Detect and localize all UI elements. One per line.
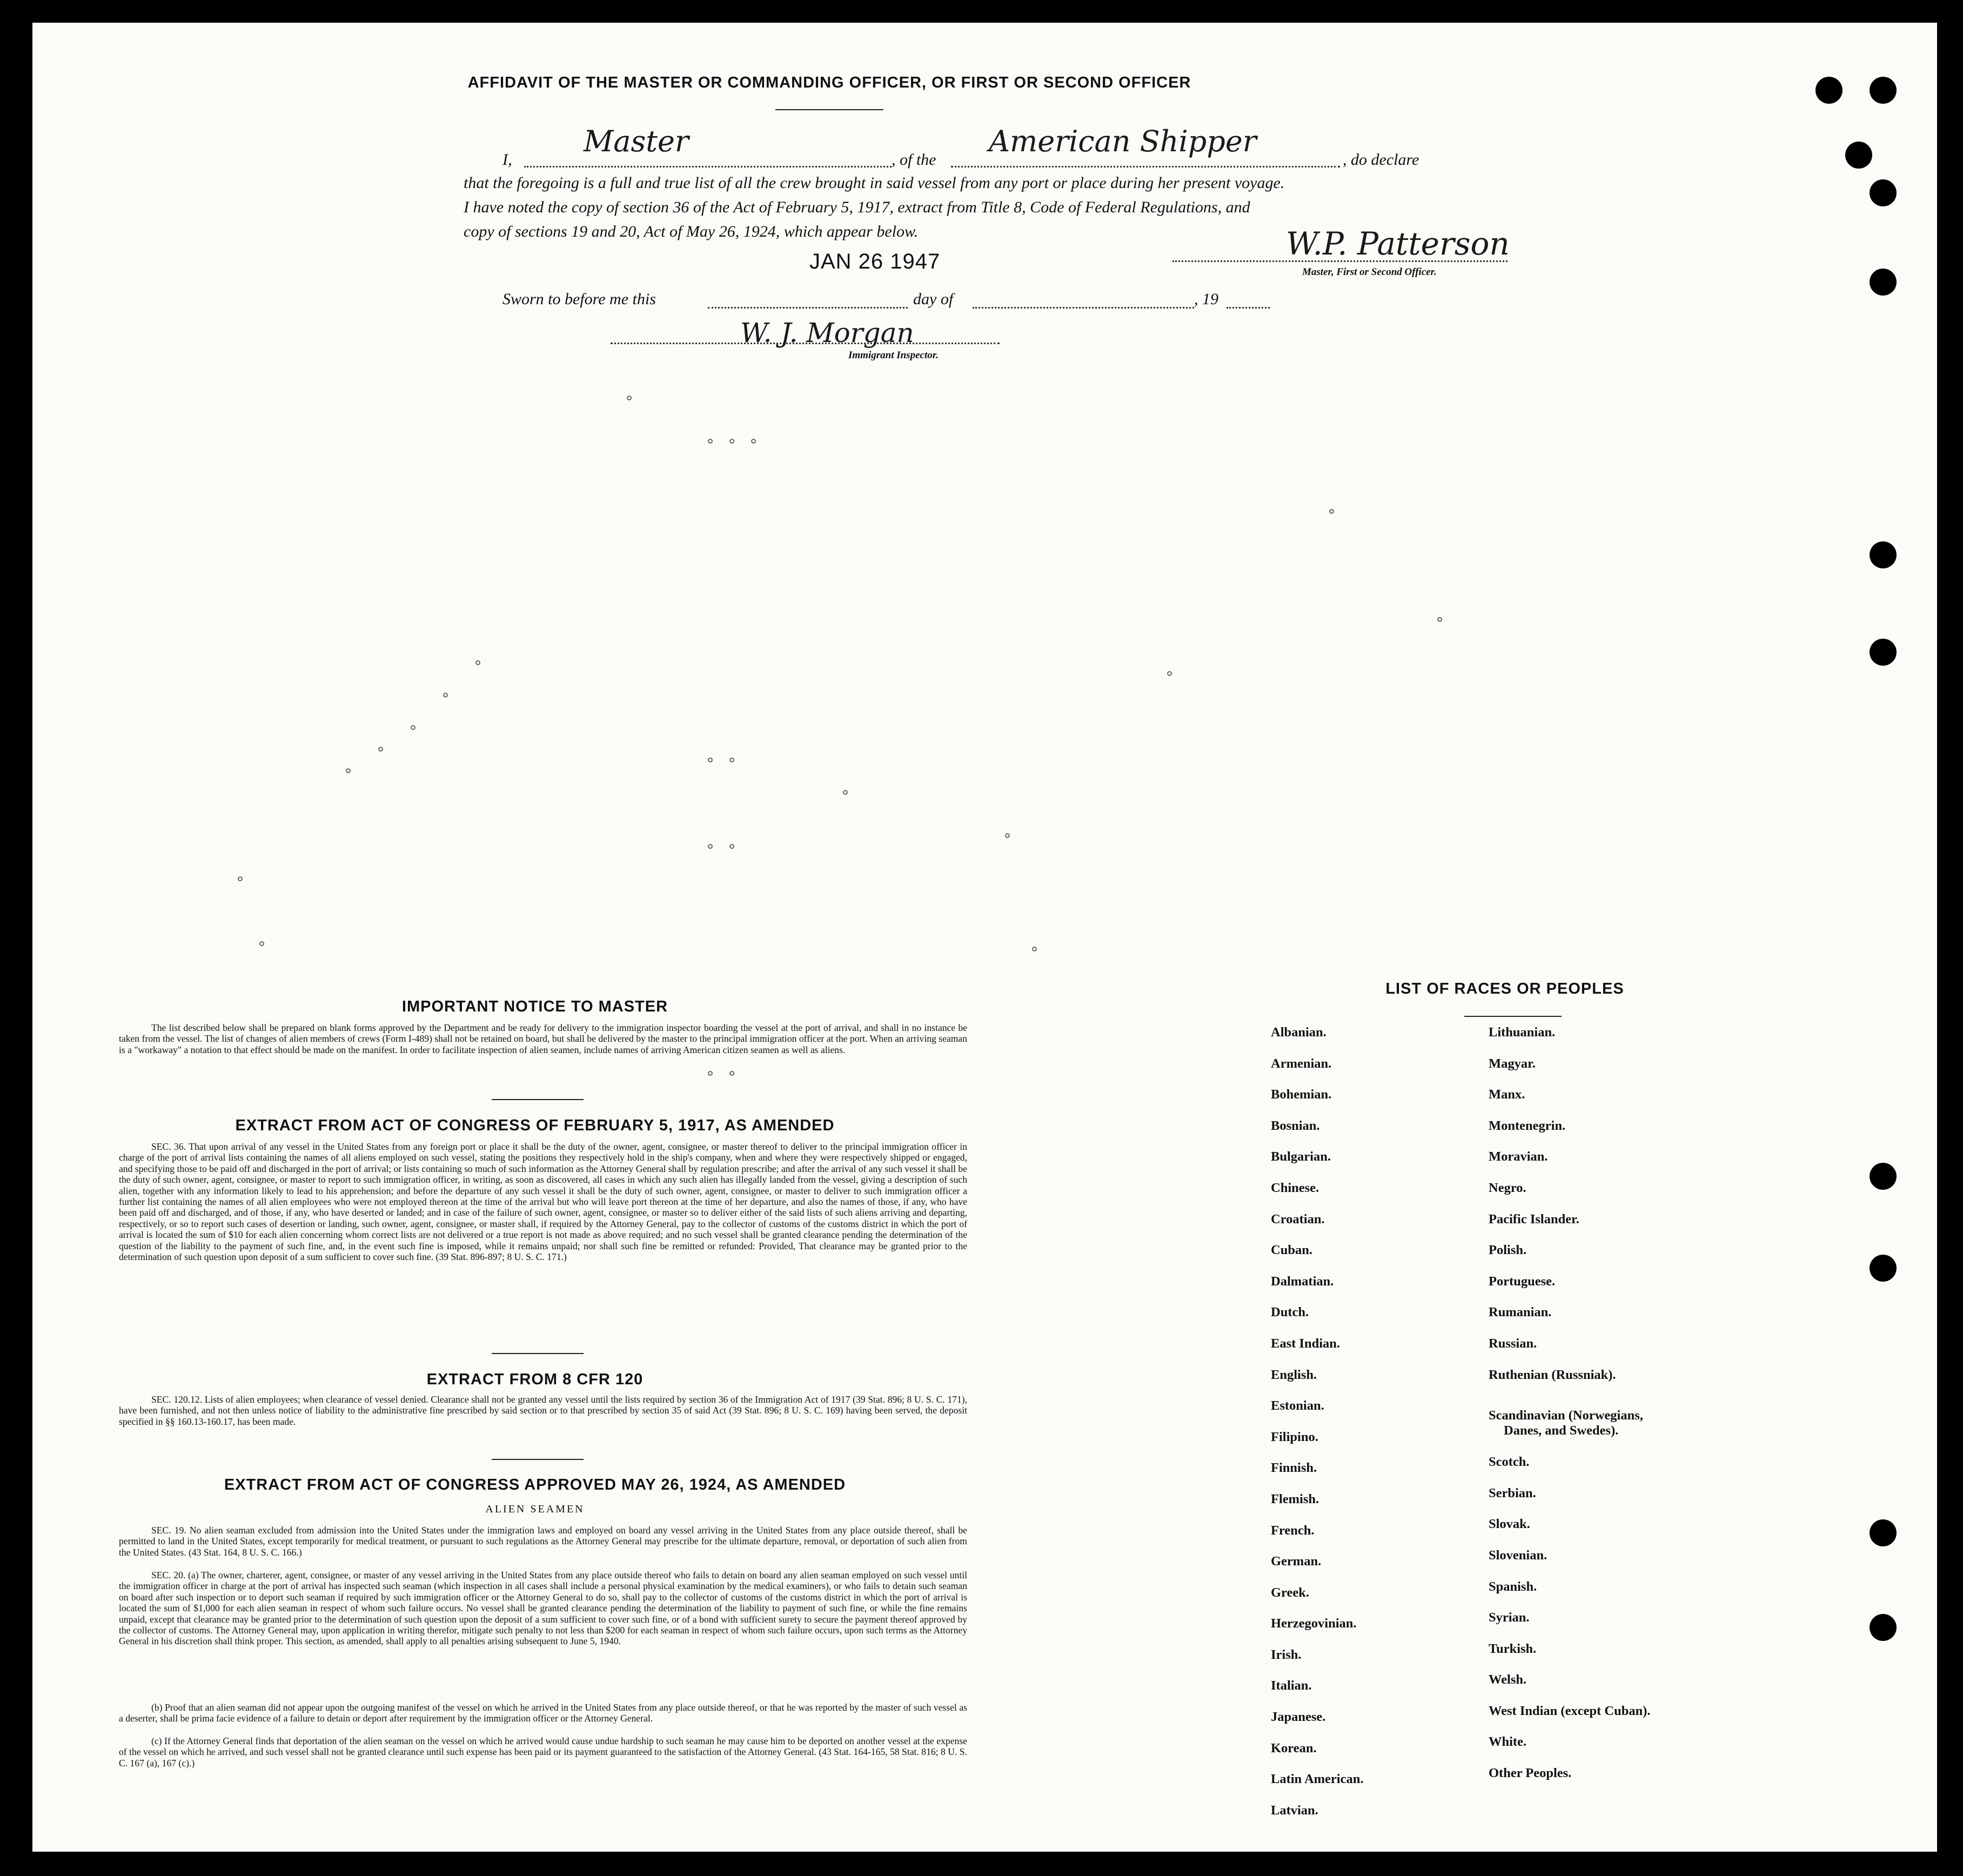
day-of-label: day of bbox=[913, 290, 954, 308]
declarant-handwriting: Master bbox=[584, 124, 689, 158]
document-page bbox=[32, 23, 1937, 1852]
race-item: Latin American. bbox=[1271, 1772, 1364, 1787]
race-item: Manx. bbox=[1489, 1087, 1525, 1102]
race-item: French. bbox=[1271, 1523, 1315, 1538]
affidavit-title: AFFIDAVIT OF THE MASTER OR COMMANDING OFFICER, OR FIRST OR SECOND OFFICER bbox=[467, 74, 1191, 91]
punch-hole bbox=[1870, 1163, 1897, 1190]
race-item: White. bbox=[1489, 1734, 1527, 1750]
race-item: Montenegrin. bbox=[1489, 1118, 1566, 1133]
race-item: English. bbox=[1271, 1367, 1317, 1382]
title-rule bbox=[775, 109, 883, 110]
extract-1924-title: EXTRACT FROM ACT OF CONGRESS APPROVED MAY 26, 1924, AS AMENDED bbox=[224, 1476, 846, 1493]
race-item: Cuban. bbox=[1271, 1243, 1312, 1258]
race-item: Herzegovinian. bbox=[1271, 1616, 1357, 1631]
race-item: Rumanian. bbox=[1489, 1305, 1552, 1320]
race-item: Bulgarian. bbox=[1271, 1149, 1331, 1164]
notice-title: IMPORTANT NOTICE TO MASTER bbox=[401, 998, 668, 1015]
noise-speck bbox=[627, 396, 632, 400]
noise-speck bbox=[1437, 617, 1442, 622]
race-item: Other Peoples. bbox=[1489, 1766, 1572, 1781]
punch-hole bbox=[1845, 142, 1872, 169]
extract-1924-sec20b: (b) Proof that an alien seaman did not appear upon the outgoing manifest of the vessel on which he arrived in the United States from any place outside thereof, or that he was reported by the master of such vessel as a deserter, shall be prima facie evidence of a failure to detain or deport after requirement by the immigration officer or the Attorney General. bbox=[119, 1702, 967, 1724]
declaration-line4: copy of sections 19 and 20, Act of May 26, 1924, which appear below. bbox=[464, 223, 919, 240]
race-item: Moravian. bbox=[1489, 1149, 1548, 1164]
of-the-label: , of the bbox=[892, 151, 936, 169]
race-item: Syrian. bbox=[1489, 1610, 1530, 1625]
noise-speck bbox=[708, 758, 713, 762]
race-item: Slovak. bbox=[1489, 1517, 1530, 1532]
extract-cfr-title: EXTRACT FROM 8 CFR 120 bbox=[426, 1371, 644, 1388]
declarant-line bbox=[524, 166, 892, 168]
races-column-1 bbox=[1271, 1017, 1364, 1826]
extract-1917-title: EXTRACT FROM ACT OF CONGRESS OF FEBRUARY 5, 1917, AS AMENDED bbox=[235, 1117, 835, 1134]
extract-cfr-text: SEC. 120.12. Lists of alien employees; when clearance of vessel denied. Clearance shall not be granted any vessel until the lists required by section 36 of the Immigration Act of 1917 (39 Stat. 896; 8 U. S. C. 171), have been furnished, and not then unless notice of liability to the administrative fine prescribed by said section or to that prescribed by section 35 of said Act (39 Stat. 896; 8 U. S. C. 169) having been served, the deposit specified in §§ 160.13-160.17, has been made. bbox=[119, 1394, 967, 1427]
inspector-caption: Immigrant Inspector. bbox=[848, 350, 939, 361]
race-item: West Indian (except Cuban). bbox=[1489, 1703, 1651, 1718]
noise-speck bbox=[1005, 833, 1010, 838]
race-item: Korean. bbox=[1271, 1740, 1317, 1756]
do-declare-label: , do declare bbox=[1343, 151, 1419, 169]
race-item: Turkish. bbox=[1489, 1641, 1537, 1656]
year-prefix-label: , 19 bbox=[1194, 290, 1218, 308]
noise-speck bbox=[1167, 671, 1172, 676]
vessel-line bbox=[951, 166, 1340, 168]
extract-cfr-rule bbox=[492, 1459, 584, 1460]
race-item: Slovenian. bbox=[1489, 1547, 1547, 1563]
master-signature-caption: Master, First or Second Officer. bbox=[1302, 266, 1437, 278]
race-item: Estonian. bbox=[1271, 1398, 1324, 1413]
date-stamp: JAN 26 1947 bbox=[809, 250, 941, 273]
extract-1917-rule bbox=[492, 1353, 584, 1354]
race-item: Croatian. bbox=[1271, 1211, 1325, 1227]
race-item: Scotch. bbox=[1489, 1455, 1530, 1470]
noise-speck bbox=[708, 844, 713, 849]
race-item: Bosnian. bbox=[1271, 1118, 1320, 1133]
race-item: Dalmatian. bbox=[1271, 1274, 1334, 1289]
race-item: Filipino. bbox=[1271, 1429, 1318, 1444]
punch-hole bbox=[1870, 269, 1897, 296]
sworn-month-line bbox=[973, 307, 1194, 309]
race-item: Chinese. bbox=[1271, 1180, 1319, 1195]
race-item: Greek. bbox=[1271, 1585, 1309, 1600]
race-item: Japanese. bbox=[1271, 1710, 1326, 1725]
race-item: Welsh. bbox=[1489, 1672, 1527, 1687]
race-item: Armenian. bbox=[1271, 1056, 1332, 1071]
punch-hole bbox=[1870, 541, 1897, 568]
declaration-line1 bbox=[503, 124, 1572, 169]
extract-1924-sec20a: SEC. 20. (a) The owner, charterer, agent, consignee, or master of any vessel arriving in the United States from any place outside thereof who fails to detain on board any alien seaman employed on such vessel until the immigration officer in charge at the port of arrival has inspected such seaman (which inspection in all cases shall include a personal physical examination by the medical examiners), or who fails to detain such seaman on board after such inspection or to deport such seaman if required by such immigration officer or the Attorney General to do so, shall pay to the collector of customs of the customs district in which the port of arrival is located the sum of $1,000 for each alien seaman in respect of whom such failure occurs. No vessel shall be granted clearance pending the determination of the liability to payment of such fine, or while the fine remains unpaid, except that clearance may be granted prior to the determination of such question upon the deposit of a sum sufficient to cover such fine, or of a bond with sufficient surety to secure the payment thereof approved by the collector of customs. The Attorney General may, upon application in writing therefor, mitigate such penalty to not less than $200 for each seaman in respect of whom such failure occurs, upon such terms as the Attorney General in his discretion shall think proper. This section, as amended, shall apply to all penalties arising subsequent to June 5, 1940. bbox=[119, 1570, 967, 1647]
noise-speck bbox=[708, 439, 713, 444]
race-item: Flemish. bbox=[1271, 1491, 1319, 1506]
noise-speck bbox=[259, 941, 264, 946]
race-item: German. bbox=[1271, 1554, 1322, 1569]
noise-speck bbox=[238, 876, 243, 881]
races-title: LIST OF RACES OR PEOPLES bbox=[1385, 980, 1624, 997]
race-item: Pacific Islander. bbox=[1489, 1211, 1579, 1227]
alien-seamen-subtitle: ALIEN SEAMEN bbox=[485, 1503, 585, 1515]
race-item: Finnish. bbox=[1271, 1460, 1317, 1476]
race-item: Bohemian. bbox=[1271, 1087, 1332, 1102]
race-item: Dutch. bbox=[1271, 1305, 1309, 1320]
sworn-year-line bbox=[1227, 307, 1270, 309]
extract-1924-sec19: SEC. 19. No alien seaman excluded from admission into the United States under the immigration laws and employed on board any vessel arriving in the United States from any place outside thereof, shall be permitted to land in the United States, except temporarily for medical treatment, or pursuant to such regulations as the Attorney General may prescribe for the ultimate departure, removal, or deportation of such alien from the United States. (43 Stat. 164, 8 U. S. C. 166.) bbox=[119, 1525, 967, 1558]
race-item: Spanish. bbox=[1489, 1579, 1537, 1594]
race-item: Polish. bbox=[1489, 1243, 1527, 1258]
noise-speck bbox=[729, 844, 734, 849]
race-item: Latvian. bbox=[1271, 1803, 1318, 1818]
noise-speck bbox=[411, 725, 416, 730]
race-item: Italian. bbox=[1271, 1678, 1312, 1693]
sworn-line bbox=[503, 287, 1313, 320]
notice-rule bbox=[492, 1099, 584, 1100]
declaration-line3: I have noted the copy of section 36 of the Act of February 5, 1917, extract from Title 8, Code of Federal Regulations, and bbox=[464, 198, 1250, 216]
race-item: Portuguese. bbox=[1489, 1274, 1556, 1289]
inspector-signature: W. J. Morgan bbox=[740, 317, 914, 349]
noise-speck bbox=[475, 660, 480, 665]
noise-speck bbox=[443, 693, 448, 698]
declaration-line2: that the foregoing is a full and true list of all the crew brought in said vessel from any port or place during her present voyage. bbox=[464, 174, 1285, 192]
race-item: Negro. bbox=[1489, 1180, 1526, 1195]
race-item: Scandinavian (Norwegians, bbox=[1489, 1408, 1643, 1423]
punch-hole bbox=[1870, 639, 1897, 666]
race-item: Magyar. bbox=[1489, 1056, 1536, 1071]
sworn-label: Sworn to before me this bbox=[503, 290, 656, 308]
noise-speck bbox=[729, 758, 734, 762]
extract-1917-text: SEC. 36. That upon arrival of any vessel in the United States from any foreign port or place it shall be the duty of the owner, agent, consignee, or master thereof to deliver to the principal immigration officer in charge of the port of arrival lists containing the names of all aliens employed on such vessel, stating the positions they respectively hold in the ship's company, when and where they were respectively shipped or engaged, and specifying those to be paid off and discharged in the port of arrival; or lists containing so much of such information as the Attorney General shall by regulation prescribe; and after the arrival of any such vessel it shall be the duty of such owner, agent, consignee, or master to report to such immigration officer, in writing, as soon as discovered, all cases in which any such alien has illegally landed from the vessel, giving a description of such alien, together with any information likely to lead to his apprehension; and before the departure of any such vessel it shall be the duty of such owner, agent, consignee, or master to deliver to such immigration officer a further list containing the names of all alien employees who were not employed thereon at the time of the arrival but who will leave port thereon at the time of her departure, and also the names of those, if any, who have been paid off and discharged, and of those, if any, who have deserted or landed; and in case of the failure of such owner, agent, consignee, or master so to deliver either of the said lists of such aliens arriving and departing, respectively, or so to report such cases of desertion or landing, such owner, agent, consignee, or master shall, if required by the Attorney General, pay to the collector of customs of the customs district in which the port of arrival is located the sum of $10 for each alien concerning whom correct lists are not delivered or a true report is not made as above required; and no such vessel shall be granted clearance pending the determination of the question of the liability to the payment of such fine, and, in the event such fine is imposed, while it remains unpaid; nor shall such fine be remitted or refunded: Provided, That clearance may be granted prior to the determination of such question upon deposit of a sum sufficient to cover such fine. (39 Stat. 896-897; 8 U. S. C. 171.) bbox=[119, 1141, 967, 1263]
race-item: Ruthenian (Russniak). bbox=[1489, 1367, 1616, 1382]
notice-text: The list described below shall be prepared on blank forms approved by the Department and be ready for delivery to the immigration inspector boarding the vessel at the port of arrival, and shall in no instance be taken from the vessel. The list of changes of alien members of crews (Form I-489) shall not be retained on board, but shall be delivered by the master to the principal immigration officer at the port. When an arriving seaman is a "workaway" a notation to that effect should be made on the manifest. In order to facilitate inspection of alien seamen, include names of arriving American citizen seamen as well as aliens. bbox=[119, 1022, 967, 1055]
noise-speck bbox=[751, 439, 756, 444]
punch-hole bbox=[1870, 179, 1897, 206]
races-column-2 bbox=[1489, 1017, 1650, 1789]
race-item: Russian. bbox=[1489, 1336, 1537, 1351]
punch-hole bbox=[1870, 77, 1897, 104]
race-item: Irish. bbox=[1271, 1647, 1302, 1662]
noise-speck bbox=[708, 1071, 713, 1076]
punch-hole bbox=[1870, 1614, 1897, 1641]
noise-speck bbox=[729, 1071, 734, 1076]
sworn-day-line bbox=[708, 307, 908, 309]
punch-hole bbox=[1870, 1519, 1897, 1546]
race-item: Serbian. bbox=[1489, 1485, 1536, 1500]
punch-hole bbox=[1815, 77, 1843, 104]
race-item: Lithuanian. bbox=[1489, 1025, 1556, 1040]
punch-hole bbox=[1870, 1255, 1897, 1282]
noise-speck bbox=[1329, 509, 1334, 514]
noise-speck bbox=[729, 439, 734, 444]
noise-speck bbox=[378, 747, 383, 752]
race-item: Albanian. bbox=[1271, 1025, 1326, 1040]
noise-speck bbox=[1032, 947, 1037, 952]
race-item: East Indian. bbox=[1271, 1336, 1341, 1351]
i-label: I, bbox=[503, 151, 512, 169]
race-item: Danes, and Swedes). bbox=[1504, 1423, 1619, 1438]
vessel-handwriting: American Shipper bbox=[989, 124, 1257, 158]
master-signature: W.P. Patterson bbox=[1286, 225, 1510, 262]
noise-speck bbox=[346, 768, 351, 773]
noise-speck bbox=[843, 790, 848, 795]
extract-1924-sec20c: (c) If the Attorney General finds that deportation of the alien seaman on the vessel on which he arrived would cause undue hardship to such seaman he may cause him to be deported on another vessel at the expense of the vessel on which he arrived, and such vessel shall not be granted clearance until such expense has been paid or its payment guaranteed to the satisfaction of the Attorney General. (43 Stat. 164-165, 58 Stat. 816; 8 U. S. C. 167 (a), 167 (c).) bbox=[119, 1736, 967, 1768]
